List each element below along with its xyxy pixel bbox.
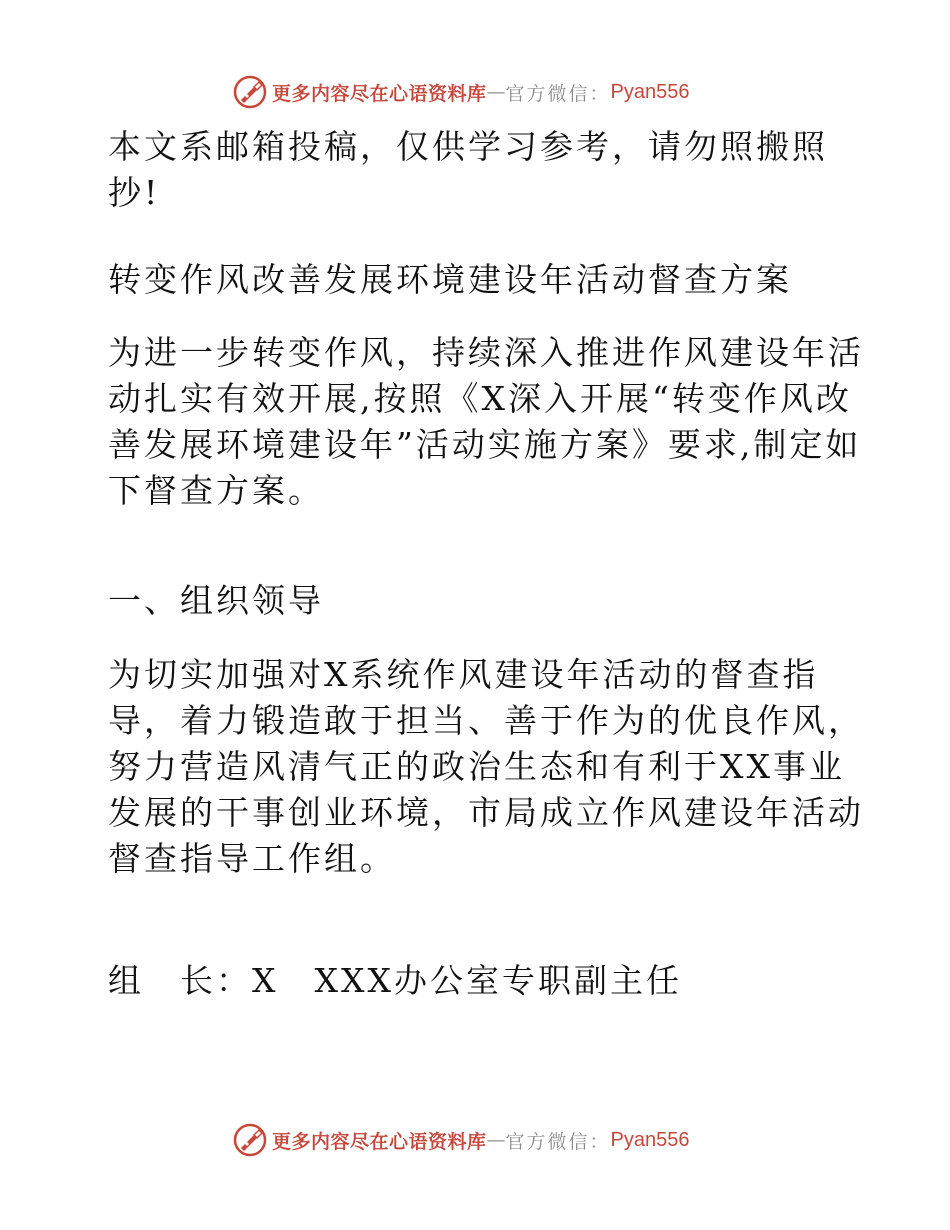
leader-line: 组 长：X XXX办公室专职副主任 bbox=[108, 961, 682, 1000]
section-heading: 一、组织领导 bbox=[108, 581, 324, 620]
banner-separator: — bbox=[486, 81, 506, 103]
pen-nib-logo-icon bbox=[232, 1122, 268, 1158]
header-watermark-banner bbox=[232, 72, 690, 112]
banner-text: 更多内容尽在心语资料库 bbox=[272, 82, 487, 105]
intro-paragraph: 为进一步转变作风，持续深入推进作风建设年活动扎实有效开展,按照《X深入开展“转变作风改善发展环境建设年”活动实施方案》要求,制定如下督查方案。 bbox=[108, 333, 864, 510]
section-body-paragraph: 为切实加强对X系统作风建设年活动的督查指导，着力锻造敢于担当、善于作为的优良作风，努力营造风清气正的政治生态和有利于XX事业发展的干事创业环境，市局成立作风建设年活动督查指导工作组。 bbox=[108, 655, 864, 878]
notice-paragraph: 本文系邮箱投稿，仅供学习参考，请勿照搬照抄! bbox=[108, 127, 828, 212]
footer-watermark-banner bbox=[232, 1120, 690, 1160]
banner-wechat-label: 官方微信： bbox=[505, 82, 611, 105]
document-title: 转变作风改善发展环境建设年活动督查方案 bbox=[108, 260, 792, 299]
pen-nib-logo-icon bbox=[232, 74, 268, 110]
banner-wechat-label: 官方微信： bbox=[505, 1130, 611, 1153]
banner-wechat-id: Pyan556 bbox=[610, 80, 690, 103]
banner-separator: — bbox=[486, 1129, 506, 1151]
banner-wechat-id: Pyan556 bbox=[610, 1128, 690, 1151]
banner-text: 更多内容尽在心语资料库 bbox=[272, 1130, 487, 1153]
